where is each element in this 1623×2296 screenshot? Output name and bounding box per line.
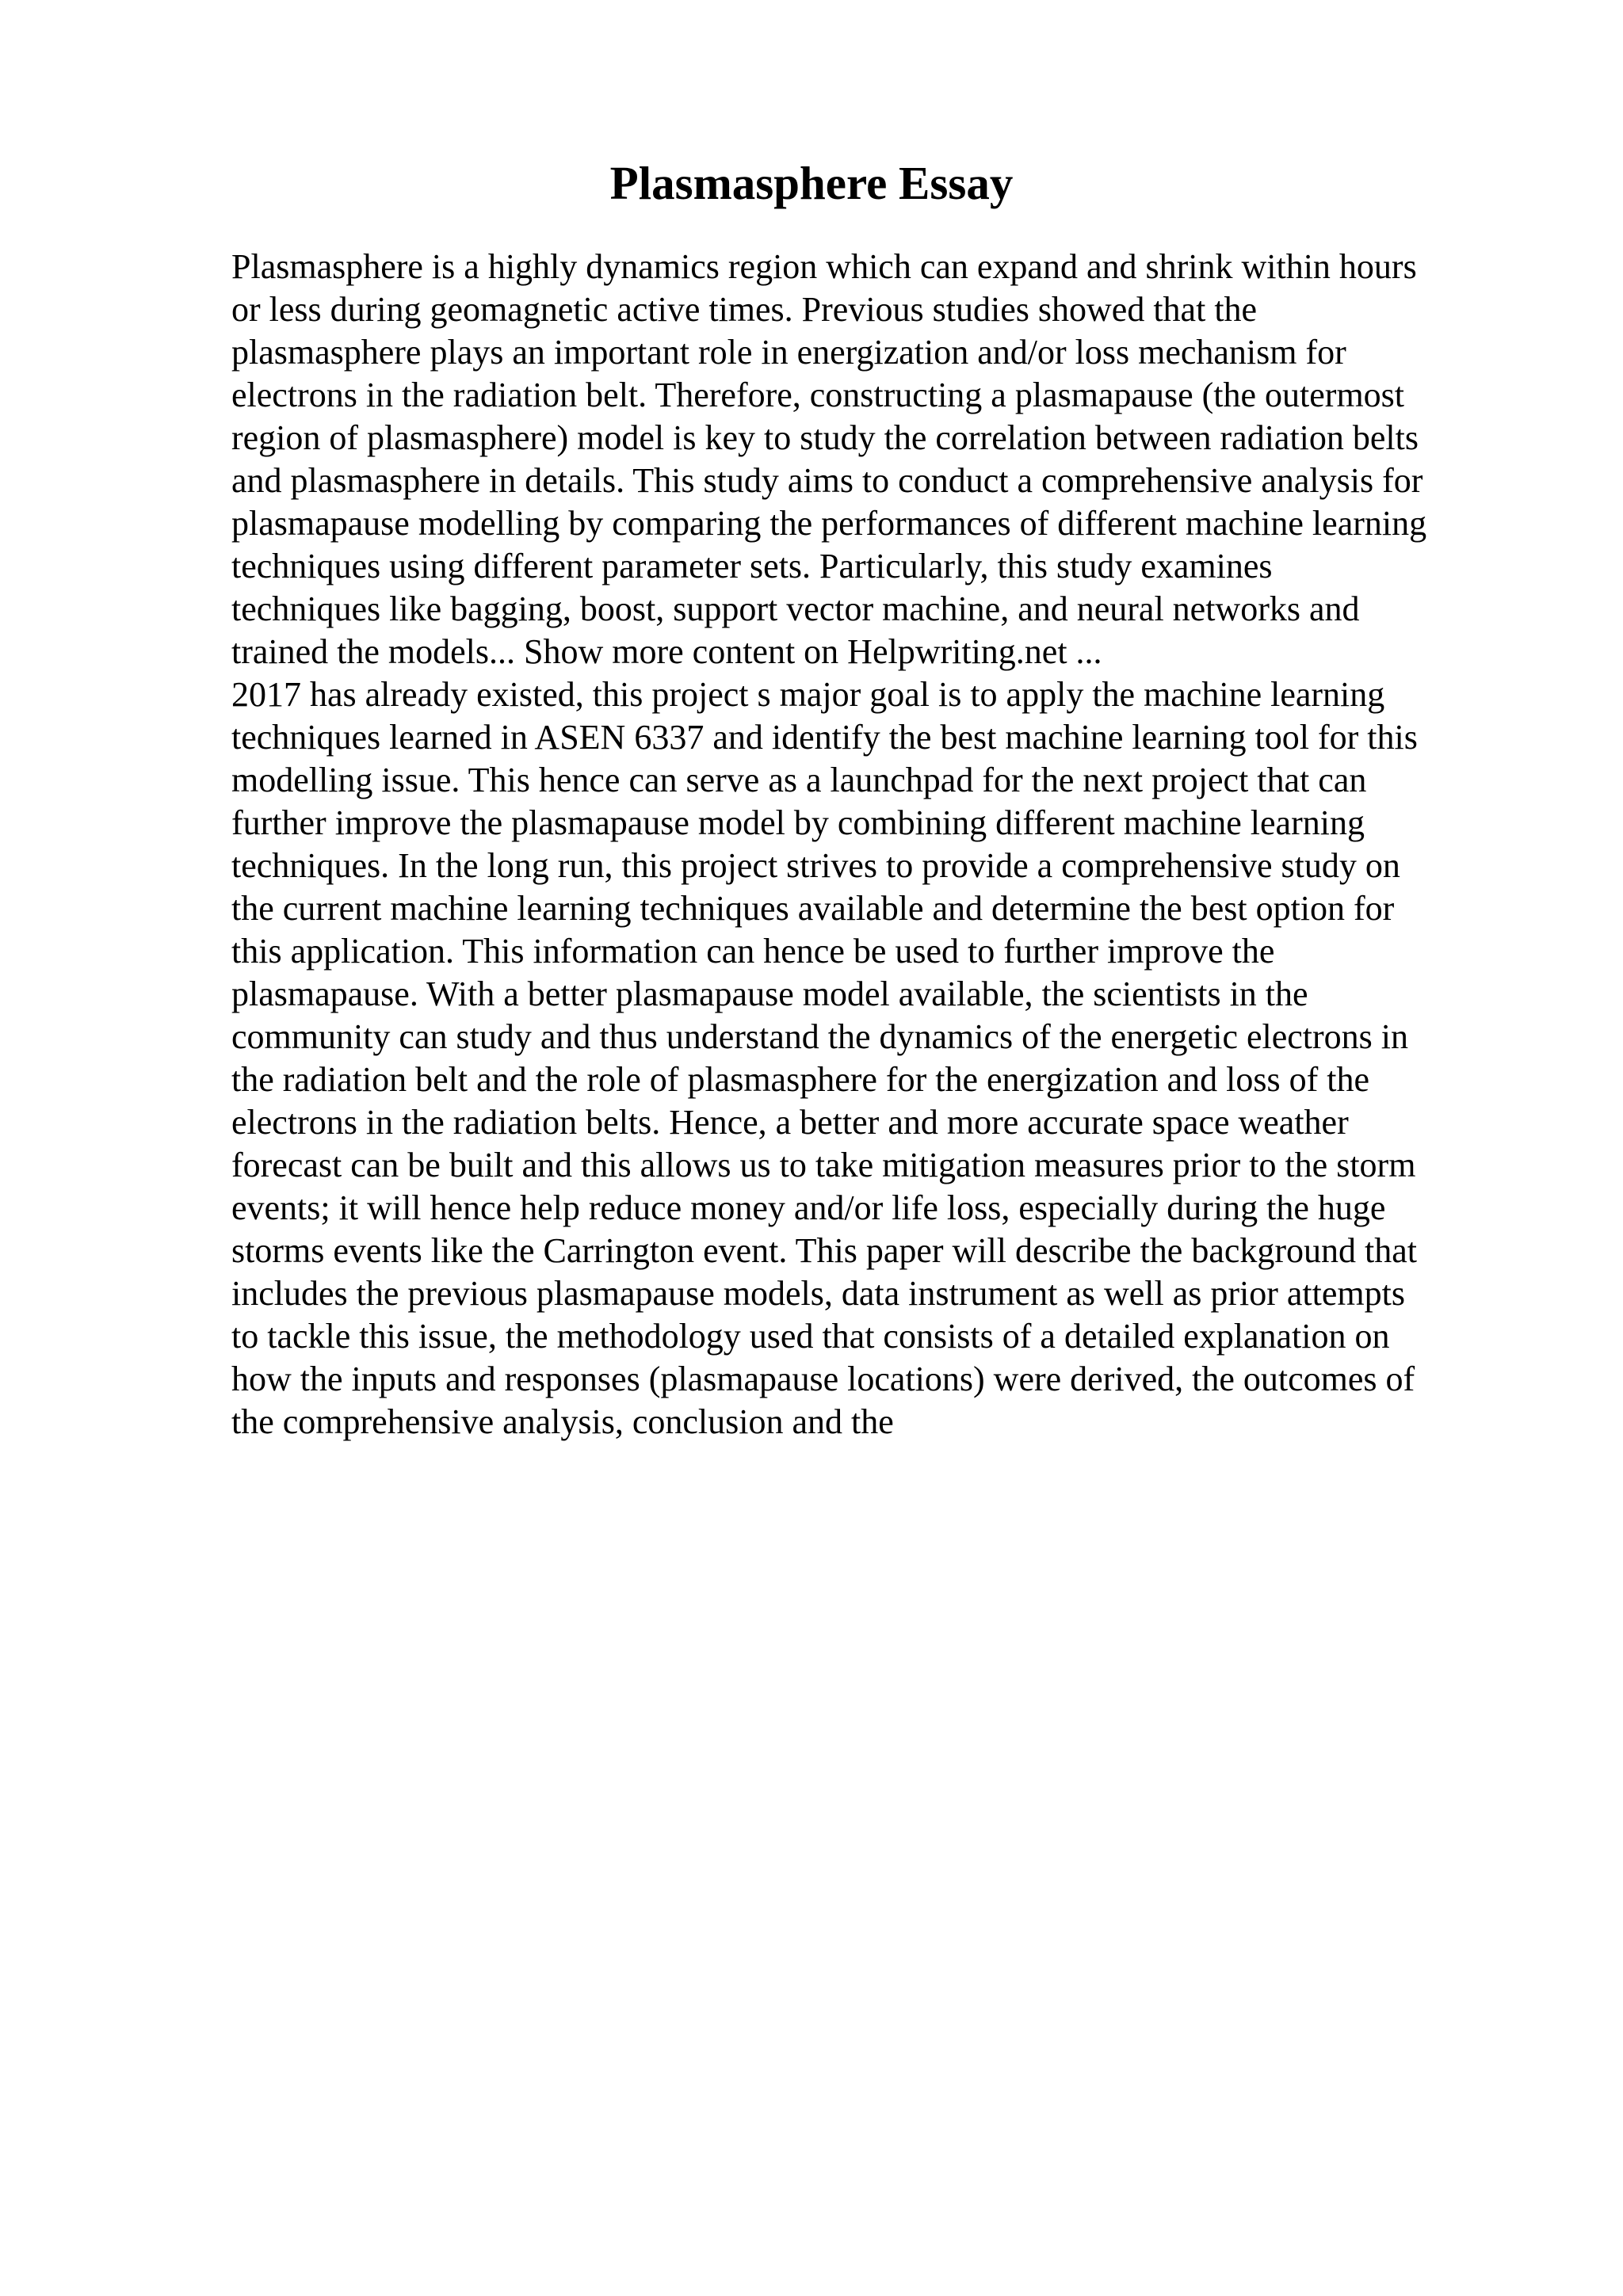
text-line: trained the models... Show more content on Helpwriting.net ... <box>231 632 1102 671</box>
text-line: plasmapause modelling by comparing the performances of different machine learning <box>231 504 1427 543</box>
text-line: techniques using different parameter sets. Particularly, this study examines <box>231 547 1273 585</box>
text-line: community can study and thus understand the dynamics of the energetic electrons in <box>231 1017 1409 1056</box>
text-line: electrons in the radiation belt. Therefore, constructing a plasmapause (the outermost <box>231 376 1405 414</box>
text-line: or less during geomagnetic active times. Previous studies showed that the <box>231 290 1258 329</box>
text-line: includes the previous plasmapause models, data instrument as well as prior attempts <box>231 1274 1405 1313</box>
text-line: techniques learned in ASEN 6337 and identify the best machine learning tool for this <box>231 718 1418 757</box>
essay-body <box>231 246 1547 1444</box>
text-line: events; it will hence help reduce money and/or life loss, especially during the huge <box>231 1188 1386 1227</box>
text-line: the comprehensive analysis, conclusion and the <box>231 1402 894 1441</box>
text-line: plasmapause. With a better plasmapause model available, the scientists in the <box>231 974 1308 1013</box>
text-line: modelling issue. This hence can serve as a launchpad for the next project that can <box>231 761 1367 799</box>
text-line: electrons in the radiation belts. Hence, a better and more accurate space weather <box>231 1103 1349 1142</box>
text-line: how the inputs and responses (plasmapause locations) were derived, the outcomes of <box>231 1360 1415 1398</box>
text-line: plasmasphere plays an important role in energization and/or loss mechanism for <box>231 333 1346 372</box>
text-line: the radiation belt and the role of plasmasphere for the energization and loss of the <box>231 1060 1370 1099</box>
text-line: storms events like the Carrington event. This paper will describe the background that <box>231 1231 1418 1270</box>
text-line: this application. This information can hence be used to further improve the <box>231 932 1275 971</box>
text-line: region of plasmasphere) model is key to study the correlation between radiation belts <box>231 418 1419 457</box>
text-line: further improve the plasmapause model by combining different machine learning <box>231 803 1365 842</box>
text-line: to tackle this issue, the methodology used that consists of a detailed explanation on <box>231 1317 1390 1356</box>
document-title: Plasmasphere Essay <box>609 157 1014 209</box>
text-line: the current machine learning techniques available and determine the best option for <box>231 889 1395 928</box>
text-line: Plasmasphere is a highly dynamics region which can expand and shrink within hours <box>231 247 1417 286</box>
text-line: techniques like bagging, boost, support vector machine, and neural networks and <box>231 589 1360 628</box>
text-line: techniques. In the long run, this project strives to provide a comprehensive study on <box>231 846 1400 885</box>
text-line: and plasmasphere in details. This study aims to conduct a comprehensive analysis for <box>231 461 1423 500</box>
text-line: 2017 has already existed, this project s major goal is to apply the machine learning <box>231 675 1385 714</box>
text-line: forecast can be built and this allows us to take mitigation measures prior to the storm <box>231 1146 1416 1184</box>
